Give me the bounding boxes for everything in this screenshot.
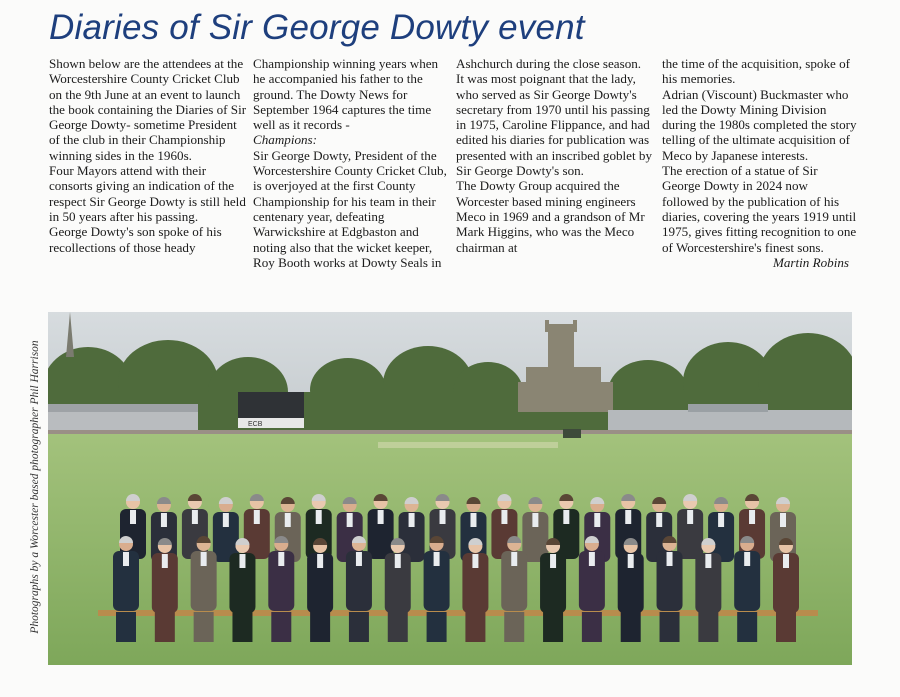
paragraph: The Dowty Group acquired the Worcester based mining engineers Meco in 1969 and a grandson of Mr Mark Higgins, who was the Meco chairman at <box>456 178 645 255</box>
attendee-legs <box>310 612 330 642</box>
paragraph: Shown below are the attendees at the Worcestershire County Cricket Club on the 9th June at an event to launch the book containing the Diaries of Sir George Dowty- sometime President of the club in their Championship winning sides in the 1960s. <box>49 56 247 163</box>
attendee-legs <box>232 612 252 642</box>
attendee-legs <box>504 612 524 642</box>
paragraph: The erection of a statue of Sir George Dowty in 2024 now followed by the publication of his diaries, covering the years 1919 until 1975, gives fitting recognition to one of Worcestershire's finest sons. <box>662 163 857 255</box>
paragraph: Adrian (Viscount) Buckmaster who led the Dowty Mining Division during the 1980s completed the story telling of the ultimate acquisition of Meco by Japanese interests. <box>662 86 857 163</box>
attendee-legs <box>582 612 602 642</box>
attendee-legs <box>155 612 175 642</box>
attendee-legs <box>737 612 757 642</box>
article-title: Diaries of Sir George Dowty event <box>49 8 585 47</box>
text-column-3 <box>456 56 656 255</box>
attendee-legs <box>621 612 641 642</box>
paragraph: Four Mayors attend with their consorts giving an indication of the respect Sir George Dowty is still held in 50 years after his passing. <box>49 163 246 224</box>
text-column-2 <box>253 56 448 270</box>
author-signature: Martin Robins <box>772 254 849 270</box>
attendee-legs <box>116 612 136 642</box>
paragraph: Ashchurch during the close season. <box>456 56 642 71</box>
group-photo-illustration <box>48 312 852 665</box>
paragraph: It was most poignant that the lady, who served as Sir George Dowty's secretary from 1970 until his passing in 1975, Caroline Flippance, and had edited his diaries for publication was presented with an inscribed goblet by Sir George Dowty's son. <box>456 71 652 179</box>
attendee-legs <box>388 612 408 642</box>
attendee-legs <box>543 612 563 642</box>
pitch-strip <box>378 442 558 448</box>
paragraph: George Dowty's son spoke of his recollections of those heady <box>49 224 222 255</box>
text-column-4 <box>662 56 857 270</box>
attendee-legs <box>194 612 214 642</box>
attendee-legs <box>271 612 291 642</box>
attendee-legs <box>427 612 447 642</box>
attendee-legs <box>465 612 485 642</box>
group-photo <box>48 312 852 665</box>
text-column-1 <box>49 56 249 255</box>
paragraph: the time of the acquisition, spoke of his memories. <box>662 56 850 87</box>
paragraph: Sir George Dowty, President of the Worcestershire County Cricket Club, is overjoyed at the first County Championship for his team in their centenary year, defeating Warwickshire at Edgbaston and noting also that the wicket keeper, Roy Booth works at Dowty Seals in <box>253 147 447 270</box>
scoreboard-text: ECB <box>248 421 263 428</box>
attendee-legs <box>349 612 369 642</box>
paragraph: Championship winning years when he accompanied his father to the ground. The Dowty News for September 1964 captures the time well as it records - <box>253 56 439 133</box>
groundsman-vehicle <box>563 429 581 438</box>
attendee-legs <box>776 612 796 642</box>
attendee-legs <box>698 612 718 642</box>
photo-credit <box>26 312 44 662</box>
photo-credit-text: Photographs by a Worcester based photographer Phil Harrison <box>29 340 41 634</box>
subheading-champions: Champions: <box>253 132 318 148</box>
attendee-legs <box>660 612 680 642</box>
